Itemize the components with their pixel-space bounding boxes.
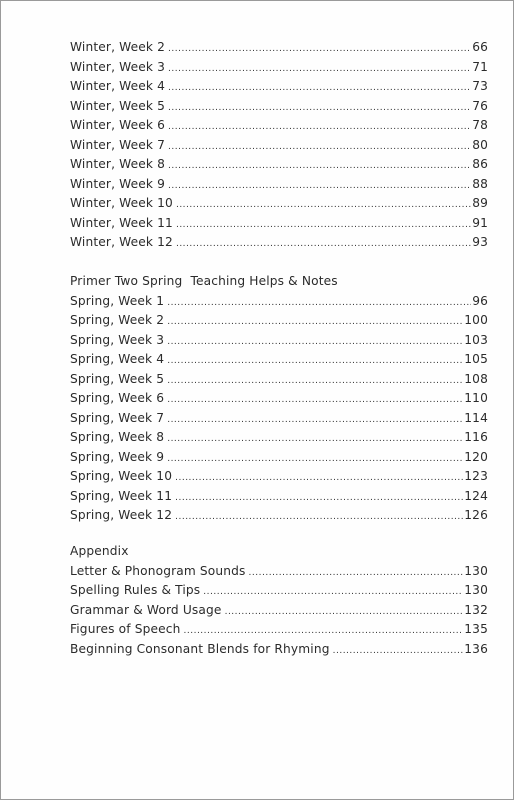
toc-entry-label: Winter, Week 9 bbox=[70, 176, 166, 191]
toc-entry-label: Winter, Week 3 bbox=[70, 59, 166, 74]
toc-entry-page: 123 bbox=[464, 469, 488, 483]
dot-leader bbox=[176, 239, 471, 249]
dot-leader bbox=[167, 356, 463, 366]
toc-entry-label: Winter, Week 5 bbox=[70, 98, 166, 113]
toc-entry-label: Winter, Week 7 bbox=[70, 137, 166, 152]
toc-section-spring bbox=[70, 274, 488, 528]
toc-entry-page: 136 bbox=[464, 641, 488, 656]
toc-entry bbox=[70, 235, 488, 255]
toc-entry-page: 130 bbox=[464, 563, 488, 578]
toc-entry bbox=[70, 313, 488, 333]
toc-entry-page: 103 bbox=[464, 332, 488, 347]
toc-entry-page: 71 bbox=[472, 59, 488, 74]
dot-leader bbox=[167, 317, 463, 327]
toc-entry-page: 124 bbox=[464, 488, 488, 503]
toc-entry-page: 132 bbox=[464, 602, 488, 617]
dot-leader bbox=[333, 646, 464, 656]
toc-entry-page: 110 bbox=[464, 391, 488, 405]
toc-entry-page: 66 bbox=[472, 40, 488, 54]
toc-entry bbox=[70, 583, 488, 603]
toc-entry bbox=[70, 333, 488, 353]
toc-entry-label: Winter, Week 6 bbox=[70, 118, 166, 132]
toc-entry bbox=[70, 603, 488, 623]
toc-entry-label: Spring, Week 10 bbox=[70, 469, 173, 483]
toc-entry-label: Letter & Phonogram Sounds bbox=[70, 563, 246, 578]
toc-entry bbox=[70, 196, 488, 216]
toc-entry bbox=[70, 508, 488, 528]
dot-leader bbox=[184, 626, 464, 636]
toc-entry bbox=[70, 294, 488, 314]
toc-entry bbox=[70, 372, 488, 392]
dot-leader bbox=[167, 454, 463, 464]
dot-leader bbox=[167, 376, 463, 386]
toc-section-appendix bbox=[70, 544, 488, 661]
toc-entry-page: 80 bbox=[472, 137, 488, 152]
dot-leader bbox=[249, 568, 464, 578]
dot-leader bbox=[167, 434, 463, 444]
toc-entry-label: Winter, Week 11 bbox=[70, 215, 173, 230]
dot-leader bbox=[176, 220, 471, 230]
dot-leader bbox=[167, 415, 463, 425]
toc-entry bbox=[70, 622, 488, 642]
section-heading: Appendix bbox=[70, 544, 129, 558]
toc-entry-page: 100 bbox=[464, 313, 488, 327]
toc-entry-label: Winter, Week 10 bbox=[70, 196, 173, 210]
toc-entry bbox=[70, 564, 488, 584]
toc-entry-page: 76 bbox=[472, 98, 488, 113]
toc-entry-page: 120 bbox=[464, 449, 488, 464]
toc-entry-page: 88 bbox=[472, 176, 488, 191]
toc-entry bbox=[70, 391, 488, 411]
toc-entry-page: 73 bbox=[472, 79, 488, 93]
toc-entry-label: Figures of Speech bbox=[70, 622, 181, 636]
toc-entry bbox=[70, 469, 488, 489]
toc-entry-page: 86 bbox=[472, 157, 488, 171]
toc-entry-page: 105 bbox=[464, 352, 488, 366]
toc-entry-label: Spring, Week 8 bbox=[70, 430, 165, 444]
toc-entry bbox=[70, 642, 488, 662]
dot-leader bbox=[168, 142, 471, 152]
dot-leader bbox=[168, 161, 471, 171]
toc-entry-label: Spring, Week 2 bbox=[70, 313, 165, 327]
dot-leader bbox=[168, 103, 471, 113]
toc-entry-page: 78 bbox=[472, 118, 488, 132]
toc-entry-page: 116 bbox=[464, 430, 488, 444]
dot-leader bbox=[167, 298, 471, 308]
toc-entry-label: Winter, Week 12 bbox=[70, 235, 173, 249]
dot-leader bbox=[175, 493, 463, 503]
toc-entry bbox=[70, 216, 488, 236]
dot-leader bbox=[168, 64, 471, 74]
toc-entry-label: Spelling Rules & Tips bbox=[70, 583, 201, 597]
toc-entry-label: Spring, Week 5 bbox=[70, 371, 165, 386]
toc-entry-page: 108 bbox=[464, 371, 488, 386]
dot-leader bbox=[175, 473, 463, 483]
dot-leader bbox=[168, 44, 471, 54]
dot-leader bbox=[167, 395, 463, 405]
dot-leader bbox=[168, 181, 471, 191]
toc-entry bbox=[70, 60, 488, 80]
toc-entry bbox=[70, 352, 488, 372]
toc-entry bbox=[70, 79, 488, 99]
toc-entry-page: 89 bbox=[472, 196, 488, 210]
toc-entry-label: Winter, Week 2 bbox=[70, 40, 166, 54]
toc-entry-page: 126 bbox=[464, 508, 488, 522]
toc-entry-page: 93 bbox=[472, 235, 488, 249]
toc-entry-page: 114 bbox=[464, 410, 488, 425]
toc-entry-page: 135 bbox=[464, 622, 488, 636]
dot-leader bbox=[225, 607, 464, 617]
toc-entry-page: 91 bbox=[472, 215, 488, 230]
toc-entry-label: Spring, Week 12 bbox=[70, 508, 173, 522]
toc-entry-label: Spring, Week 1 bbox=[70, 293, 165, 308]
toc-entry bbox=[70, 430, 488, 450]
toc-section-winter bbox=[70, 40, 488, 255]
toc-entry-page: 130 bbox=[464, 583, 488, 597]
toc-entry-label: Winter, Week 4 bbox=[70, 79, 166, 93]
dot-leader bbox=[167, 337, 463, 347]
dot-leader bbox=[176, 200, 471, 210]
toc-entry-label: Spring, Week 3 bbox=[70, 332, 165, 347]
toc-entry bbox=[70, 177, 488, 197]
toc-entry-page: 96 bbox=[472, 293, 488, 308]
section-heading: Primer Two Spring Teaching Helps & Notes bbox=[70, 274, 338, 288]
toc-entry bbox=[70, 157, 488, 177]
toc-entry bbox=[70, 138, 488, 158]
toc-entry-label: Spring, Week 11 bbox=[70, 488, 173, 503]
toc-entry-label: Spring, Week 6 bbox=[70, 391, 165, 405]
toc-entry-label: Grammar & Word Usage bbox=[70, 602, 222, 617]
toc-entry-label: Spring, Week 9 bbox=[70, 449, 165, 464]
toc-entry bbox=[70, 450, 488, 470]
toc-entry bbox=[70, 99, 488, 119]
toc-entry-label: Beginning Consonant Blends for Rhyming bbox=[70, 641, 330, 656]
toc-entry-label: Spring, Week 7 bbox=[70, 410, 165, 425]
toc-entry bbox=[70, 118, 488, 138]
toc-entry-label: Spring, Week 4 bbox=[70, 352, 165, 366]
toc-entry bbox=[70, 411, 488, 431]
dot-leader bbox=[168, 122, 471, 132]
dot-leader bbox=[175, 512, 463, 522]
dot-leader bbox=[203, 587, 463, 597]
toc-entry-label: Winter, Week 8 bbox=[70, 157, 166, 171]
toc-entry bbox=[70, 489, 488, 509]
toc-entry bbox=[70, 40, 488, 60]
dot-leader bbox=[168, 83, 471, 93]
